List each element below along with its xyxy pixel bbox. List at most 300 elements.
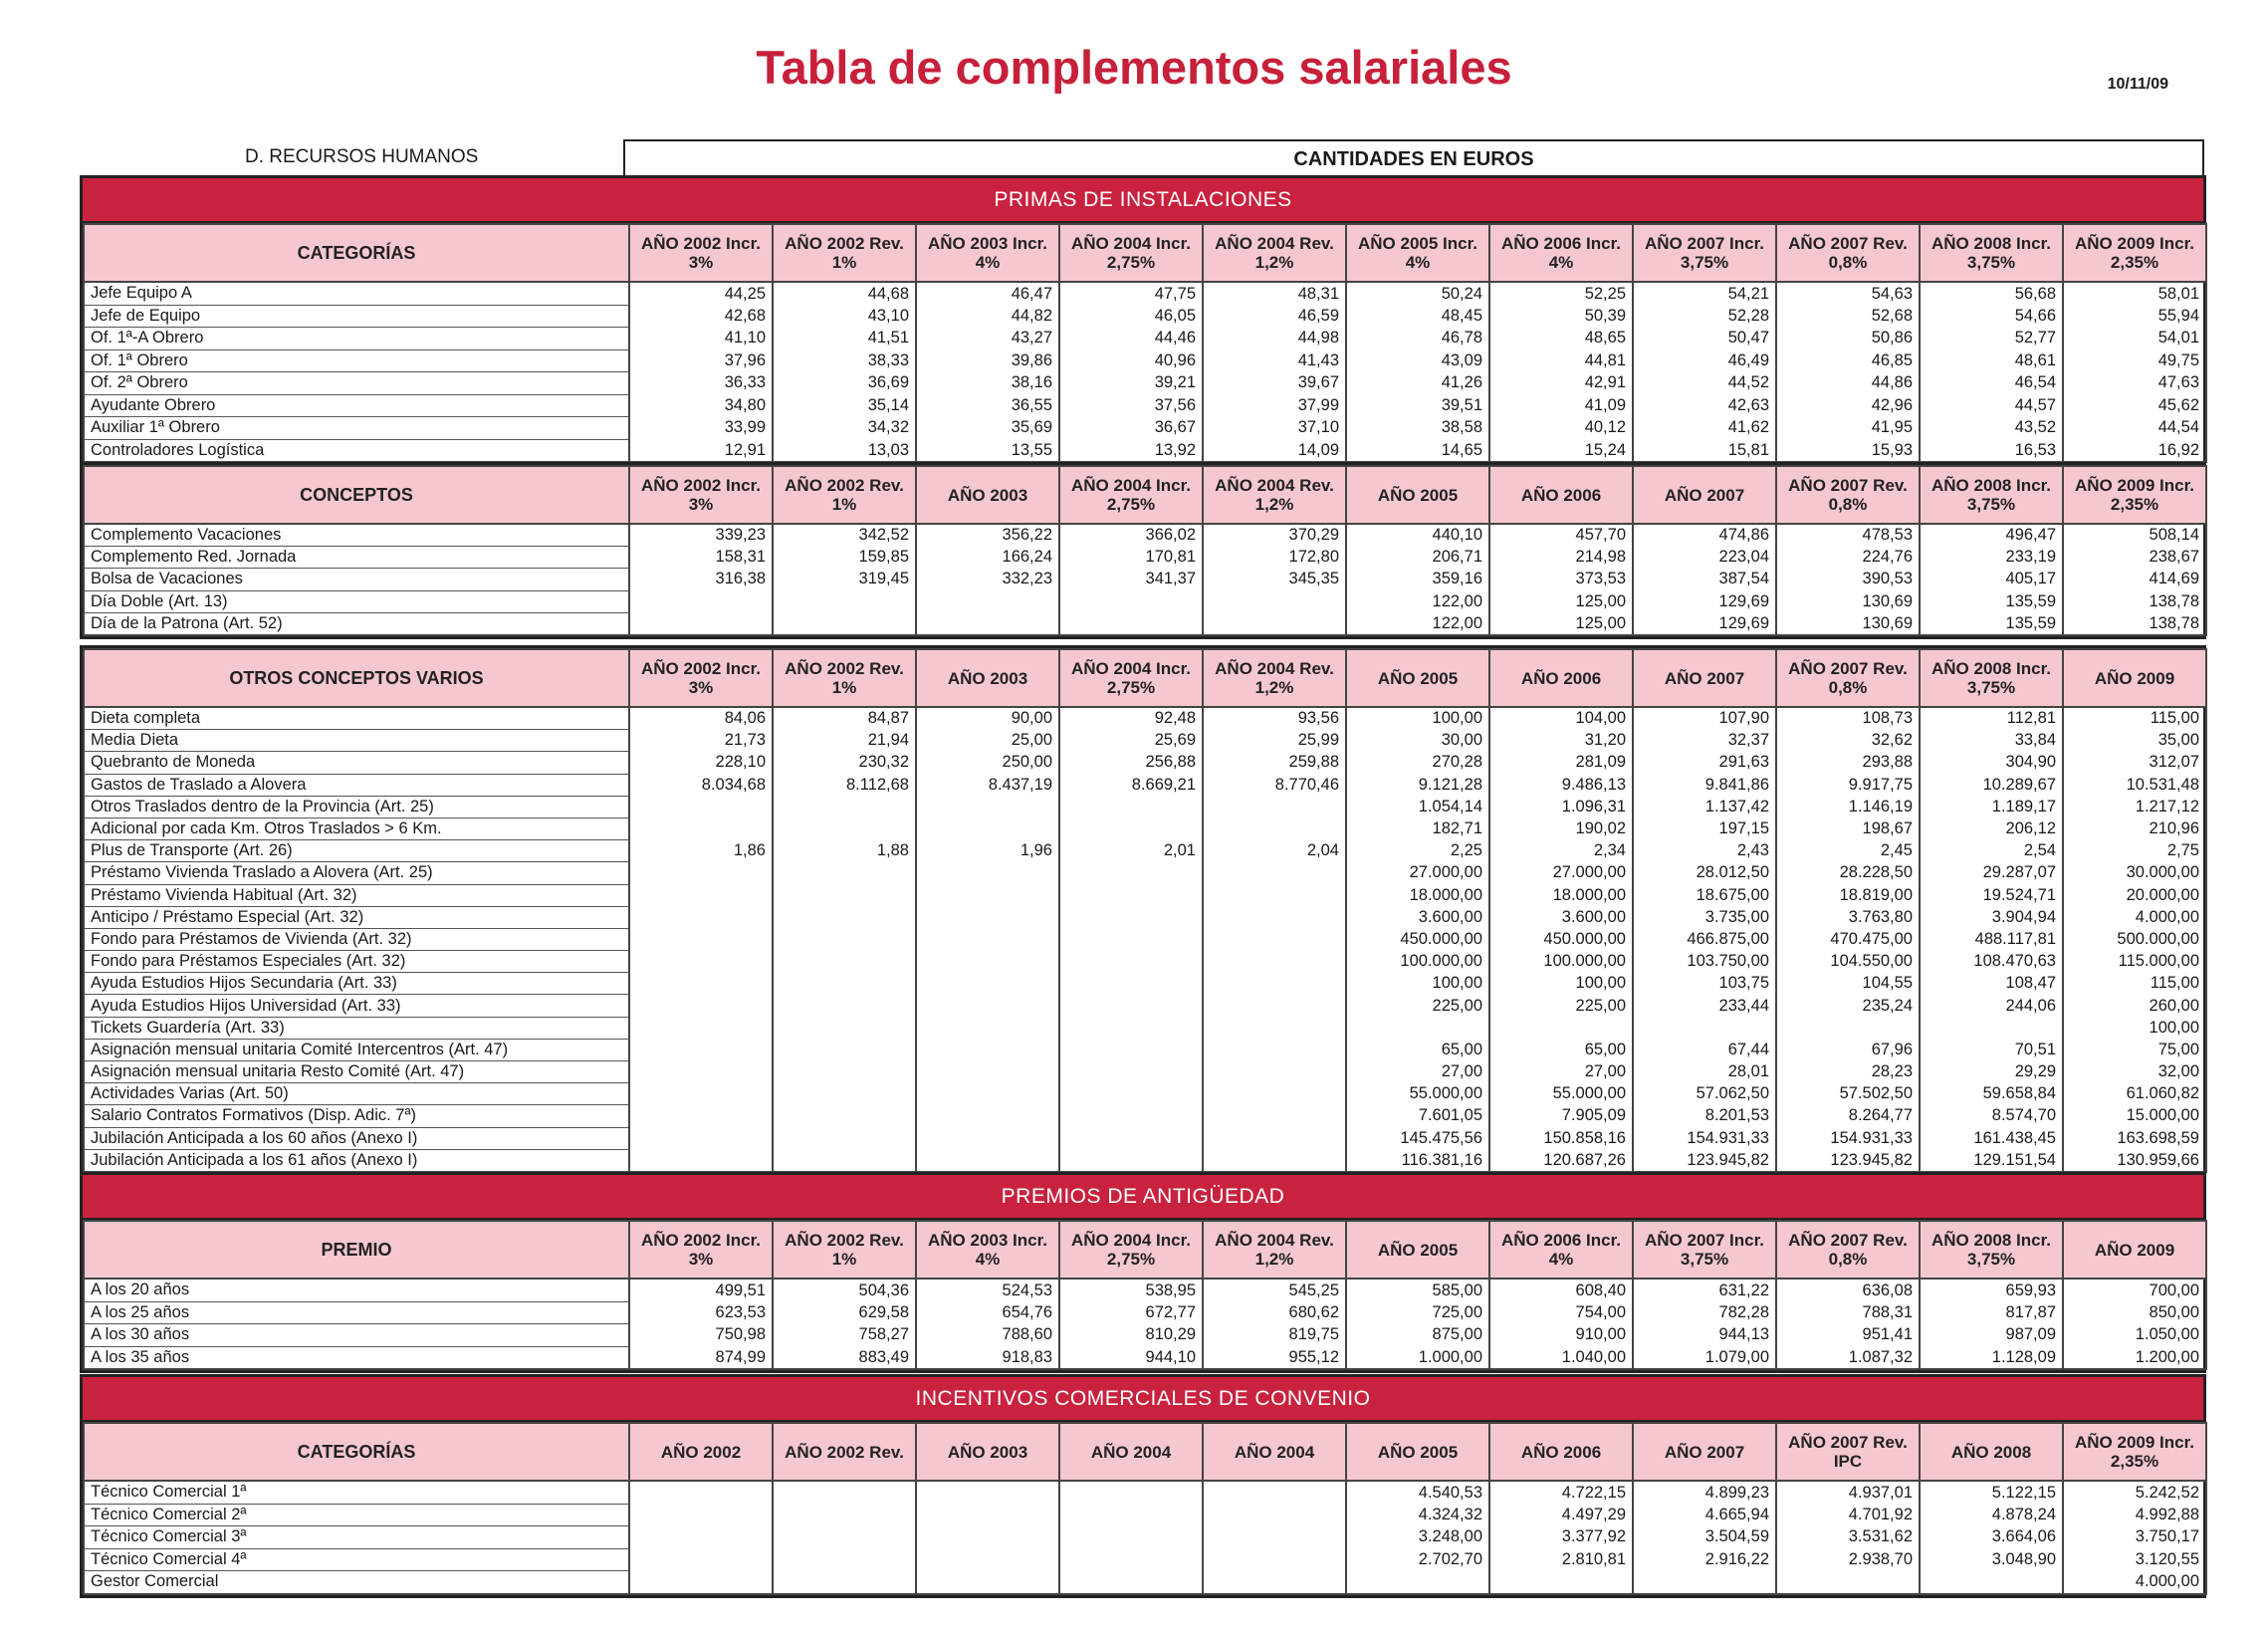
cell-value: [1059, 1127, 1203, 1149]
cell-value: 910,00: [1489, 1324, 1633, 1347]
table-row: [84, 439, 2206, 462]
cell-value: 1.000,00: [1346, 1346, 1489, 1369]
cell-value: [916, 1149, 1059, 1172]
cell-value: 56,68: [1920, 282, 2063, 305]
cell-value: 250,00: [916, 752, 1059, 774]
cell-value: 3.904,94: [1920, 906, 2063, 928]
cell-value: [1059, 590, 1203, 612]
cell-value: 2.810,81: [1489, 1548, 1633, 1571]
cell-value: 238,67: [2063, 547, 2206, 569]
cell-value: 3.120,55: [2063, 1548, 2206, 1571]
cell-value: 21,94: [773, 730, 916, 752]
cell-value: [629, 590, 773, 612]
cell-value: 405,17: [1920, 569, 2063, 590]
cell-value: 244,06: [1920, 995, 2063, 1017]
cell-value: [629, 1504, 773, 1526]
column-header-year: AÑO 2002 Incr. 3%: [629, 224, 773, 282]
table-row: [84, 928, 2206, 950]
cell-value: 4.878,24: [1920, 1504, 2063, 1526]
cell-value: [773, 973, 916, 995]
primas-banner: PRIMAS DE INSTALACIONES: [83, 178, 2203, 223]
cell-value: 291,63: [1633, 752, 1776, 774]
cell-value: 38,33: [773, 350, 916, 372]
row-label: Bolsa de Vacaciones: [84, 569, 629, 590]
table-row: [84, 1039, 2206, 1060]
cell-value: [773, 1083, 916, 1105]
cell-value: [916, 612, 1059, 635]
row-label: Día Doble (Art. 13): [84, 590, 629, 612]
cell-value: [1203, 1017, 1346, 1039]
cell-value: [916, 951, 1059, 973]
conceptos-section: [80, 462, 2206, 639]
cell-value: 123.945,82: [1776, 1149, 1920, 1172]
cell-value: 18.000,00: [1489, 884, 1633, 906]
row-label: Of. 2ª Obrero: [84, 372, 629, 395]
cell-value: 100.000,00: [1489, 951, 1633, 973]
premios-table: [83, 1220, 2207, 1370]
cell-value: [1059, 973, 1203, 995]
cell-value: 37,56: [1059, 394, 1203, 417]
cell-value: 120.687,26: [1489, 1149, 1633, 1172]
cell-value: [1489, 1571, 1633, 1594]
column-header-year: AÑO 2005: [1346, 1423, 1489, 1481]
cell-value: 944,10: [1059, 1346, 1203, 1369]
column-header-year: AÑO 2009 Incr. 2,35%: [2063, 1423, 2206, 1481]
column-header-year: AÑO 2008 Incr. 3,75%: [1920, 224, 2063, 282]
cell-value: 631,22: [1633, 1279, 1776, 1301]
cell-value: 25,69: [1059, 730, 1203, 752]
cell-value: 1.128,09: [1920, 1346, 2063, 1369]
cell-value: 15.000,00: [2063, 1105, 2206, 1127]
cell-value: 488.117,81: [1920, 928, 2063, 950]
cell-value: 1.217,12: [2063, 796, 2206, 817]
cell-value: 36,55: [916, 394, 1059, 417]
cell-value: 944,13: [1633, 1324, 1776, 1347]
cell-value: 43,09: [1346, 350, 1489, 372]
table-row: [84, 1017, 2206, 1039]
cell-value: 44,86: [1776, 372, 1920, 395]
row-label: Técnico Comercial 2ª: [84, 1504, 629, 1526]
cell-value: 37,99: [1203, 394, 1346, 417]
cell-value: [1776, 1017, 1920, 1039]
cell-value: 1.087,32: [1776, 1346, 1920, 1369]
row-label: Préstamo Vivienda Traslado a Alovera (Art. 25): [84, 862, 629, 884]
cell-value: 654,76: [916, 1301, 1059, 1324]
cell-value: [1059, 928, 1203, 950]
cell-value: 875,00: [1346, 1324, 1489, 1347]
cell-value: 7.905,09: [1489, 1105, 1633, 1127]
cell-value: [1059, 995, 1203, 1017]
table-row: [84, 305, 2206, 328]
cell-value: 225,00: [1489, 995, 1633, 1017]
row-label: Jefe de Equipo: [84, 305, 629, 328]
cell-value: 508,14: [2063, 524, 2206, 547]
cell-value: [916, 1039, 1059, 1060]
cell-value: [629, 973, 773, 995]
row-label: Actividades Varias (Art. 50): [84, 1083, 629, 1105]
cell-value: 918,83: [916, 1346, 1059, 1369]
table-row: [84, 417, 2206, 440]
cell-value: 524,53: [916, 1279, 1059, 1301]
cell-value: 52,77: [1920, 328, 2063, 350]
cell-value: 44,68: [773, 282, 916, 305]
header-row: [84, 224, 2206, 282]
cell-value: [1059, 1548, 1203, 1571]
cell-value: [1059, 862, 1203, 884]
cell-value: 319,45: [773, 569, 916, 590]
cell-value: [916, 884, 1059, 906]
cell-value: [916, 1127, 1059, 1149]
column-header-year: AÑO 2002 Incr. 3%: [629, 1221, 773, 1279]
cell-value: 19.524,71: [1920, 884, 2063, 906]
cell-value: [1346, 1017, 1489, 1039]
column-header-year: AÑO 2003: [916, 649, 1059, 707]
cell-value: 47,63: [2063, 372, 2206, 395]
table-row: [84, 1571, 2206, 1594]
table-row: [84, 1504, 2206, 1526]
cell-value: 108,73: [1776, 707, 1920, 730]
cell-value: 84,06: [629, 707, 773, 730]
cell-value: 206,12: [1920, 817, 2063, 839]
cell-value: 21,73: [629, 730, 773, 752]
cell-value: [1920, 1571, 2063, 1594]
cell-value: 48,65: [1489, 328, 1633, 350]
cell-value: 45,62: [2063, 394, 2206, 417]
table-row: [84, 569, 2206, 590]
cell-value: 39,21: [1059, 372, 1203, 395]
table-row: [84, 1127, 2206, 1149]
cell-value: 850,00: [2063, 1301, 2206, 1324]
cell-value: [773, 1504, 916, 1526]
cell-value: 100,00: [1489, 973, 1633, 995]
cell-value: 112,81: [1920, 707, 2063, 730]
cell-value: 316,38: [629, 569, 773, 590]
cell-value: 36,33: [629, 372, 773, 395]
cell-value: 115,00: [2063, 973, 2206, 995]
cell-value: [773, 796, 916, 817]
table-row: [84, 1061, 2206, 1083]
cell-value: 46,47: [916, 282, 1059, 305]
cell-value: 65,00: [1346, 1039, 1489, 1060]
cell-value: [773, 1481, 916, 1504]
cell-value: [629, 862, 773, 884]
cell-value: [773, 1105, 916, 1127]
cell-value: [916, 817, 1059, 839]
column-header-year: AÑO 2004 Incr. 2,75%: [1059, 1221, 1203, 1279]
cell-value: 35,69: [916, 417, 1059, 440]
column-header-year: AÑO 2005 Incr. 4%: [1346, 224, 1489, 282]
cell-value: 28,01: [1633, 1061, 1776, 1083]
cell-value: 100,00: [1346, 973, 1489, 995]
cell-value: 40,12: [1489, 417, 1633, 440]
cell-value: 125,00: [1489, 590, 1633, 612]
cell-value: 55.000,00: [1489, 1083, 1633, 1105]
cell-value: [773, 817, 916, 839]
column-header-year: AÑO 2007: [1633, 466, 1776, 524]
cell-value: [629, 1481, 773, 1504]
cell-value: 52,68: [1776, 305, 1920, 328]
column-header-year: AÑO 2003: [916, 466, 1059, 524]
cell-value: [916, 1017, 1059, 1039]
cell-value: [1203, 973, 1346, 995]
cell-value: 608,40: [1489, 1279, 1633, 1301]
column-header-year: AÑO 2004 Incr. 2,75%: [1059, 224, 1203, 282]
cell-value: 2,54: [1920, 840, 2063, 862]
cell-value: 8.034,68: [629, 774, 773, 796]
row-label: Auxiliar 1ª Obrero: [84, 417, 629, 440]
cell-value: 135,59: [1920, 612, 2063, 635]
cell-value: 84,87: [773, 707, 916, 730]
cell-value: 154.931,33: [1633, 1127, 1776, 1149]
cell-value: [629, 1083, 773, 1105]
cell-value: 214,98: [1489, 547, 1633, 569]
cell-value: 27.000,00: [1489, 862, 1633, 884]
cell-value: 30,00: [1346, 730, 1489, 752]
column-header-year: AÑO 2008 Incr. 3,75%: [1920, 1221, 2063, 1279]
column-header-year: AÑO 2008: [1920, 1423, 2063, 1481]
cell-value: 129,69: [1633, 590, 1776, 612]
cell-value: [1346, 1571, 1489, 1594]
table-row: [84, 862, 2206, 884]
cell-value: 304,90: [1920, 752, 2063, 774]
cell-value: [916, 995, 1059, 1017]
cell-value: 5.242,52: [2063, 1481, 2206, 1504]
cell-value: 4.324,32: [1346, 1504, 1489, 1526]
row-label: Media Dieta: [84, 730, 629, 752]
cell-value: 54,01: [2063, 328, 2206, 350]
cell-value: 1.079,00: [1633, 1346, 1776, 1369]
cell-value: 100,00: [1346, 707, 1489, 730]
cell-value: 115.000,00: [2063, 951, 2206, 973]
incentivos-section: [80, 1374, 2206, 1598]
cell-value: 43,27: [916, 328, 1059, 350]
cell-value: [916, 1548, 1059, 1571]
cell-value: 135,59: [1920, 590, 2063, 612]
cell-value: 150.858,16: [1489, 1127, 1633, 1149]
cell-value: [629, 995, 773, 1017]
cell-value: 14,65: [1346, 439, 1489, 462]
column-header-label: CONCEPTOS: [84, 466, 629, 524]
cell-value: 29,29: [1920, 1061, 2063, 1083]
cell-value: [916, 796, 1059, 817]
cell-value: [1059, 1061, 1203, 1083]
column-header-year: AÑO 2004 Incr. 2,75%: [1059, 649, 1203, 707]
cell-value: 342,52: [773, 524, 916, 547]
table-row: [84, 350, 2206, 372]
column-header-label: CATEGORÍAS: [84, 1423, 629, 1481]
cell-value: 233,44: [1633, 995, 1776, 1017]
cell-value: [773, 1548, 916, 1571]
cell-value: [629, 1149, 773, 1172]
cell-value: [1059, 612, 1203, 635]
cell-value: [1203, 995, 1346, 1017]
cell-value: [629, 1127, 773, 1149]
cell-value: 41,51: [773, 328, 916, 350]
cell-value: [629, 928, 773, 950]
cell-value: [773, 1039, 916, 1060]
column-header-year: AÑO 2007 Rev. 0,8%: [1776, 224, 1920, 282]
column-header-year: AÑO 2007 Incr. 3,75%: [1633, 1221, 1776, 1279]
cell-value: 48,61: [1920, 350, 2063, 372]
column-header-year: AÑO 2002 Incr. 3%: [629, 466, 773, 524]
cell-value: [916, 973, 1059, 995]
cell-value: 41,43: [1203, 350, 1346, 372]
cell-value: 1,96: [916, 840, 1059, 862]
cell-value: 1,88: [773, 840, 916, 862]
cell-value: 55.000,00: [1346, 1083, 1489, 1105]
cell-value: 281,09: [1489, 752, 1633, 774]
cell-value: 52,25: [1489, 282, 1633, 305]
cell-value: 256,88: [1059, 752, 1203, 774]
cell-value: 32,00: [2063, 1061, 2206, 1083]
cell-value: 15,93: [1776, 439, 1920, 462]
cell-value: 8.264,77: [1776, 1105, 1920, 1127]
cell-value: 159,85: [773, 547, 916, 569]
cell-value: [916, 1504, 1059, 1526]
cell-value: [1203, 1083, 1346, 1105]
cell-value: 40,96: [1059, 350, 1203, 372]
cell-value: 67,44: [1633, 1039, 1776, 1060]
cell-value: 31,20: [1489, 730, 1633, 752]
cell-value: [916, 1571, 1059, 1594]
cell-value: 130.959,66: [2063, 1149, 2206, 1172]
cell-value: [1203, 612, 1346, 635]
table-row: [84, 906, 2206, 928]
column-header-label: OTROS CONCEPTOS VARIOS: [84, 649, 629, 707]
cell-value: 504,36: [773, 1279, 916, 1301]
cell-value: 104.550,00: [1776, 951, 1920, 973]
premios-banner: PREMIOS DE ANTIGÜEDAD: [83, 1175, 2203, 1220]
cell-value: 3.248,00: [1346, 1526, 1489, 1549]
cell-value: 129,69: [1633, 612, 1776, 635]
cell-value: [1059, 1149, 1203, 1172]
cell-value: 18.819,00: [1776, 884, 1920, 906]
cell-value: 65,00: [1489, 1039, 1633, 1060]
table-row: [84, 328, 2206, 350]
cell-value: 1.040,00: [1489, 1346, 1633, 1369]
cell-value: 470.475,00: [1776, 928, 1920, 950]
cell-value: [1059, 951, 1203, 973]
cell-value: 390,53: [1776, 569, 1920, 590]
cell-value: 16,92: [2063, 439, 2206, 462]
cell-value: 33,99: [629, 417, 773, 440]
cell-value: 44,82: [916, 305, 1059, 328]
cell-value: 39,67: [1203, 372, 1346, 395]
row-label: A los 25 años: [84, 1301, 629, 1324]
cell-value: 27,00: [1489, 1061, 1633, 1083]
cell-value: [1203, 1061, 1346, 1083]
column-header-year: AÑO 2009 Incr. 2,35%: [2063, 224, 2206, 282]
cell-value: 466.875,00: [1633, 928, 1776, 950]
cell-value: 12,91: [629, 439, 773, 462]
cell-value: [1203, 1481, 1346, 1504]
cell-value: [773, 1149, 916, 1172]
cell-value: 8.112,68: [773, 774, 916, 796]
cell-value: 28,23: [1776, 1061, 1920, 1083]
cell-value: 18.000,00: [1346, 884, 1489, 906]
cell-value: [629, 796, 773, 817]
column-header-year: AÑO 2004: [1059, 1423, 1203, 1481]
cell-value: 680,62: [1203, 1301, 1346, 1324]
cell-value: 359,16: [1346, 569, 1489, 590]
cell-value: [1203, 590, 1346, 612]
column-header-year: AÑO 2007 Rev. IPC: [1776, 1423, 1920, 1481]
table-row: [84, 884, 2206, 906]
cell-value: 161.438,45: [1920, 1127, 2063, 1149]
cell-value: 57.062,50: [1633, 1083, 1776, 1105]
cell-value: [1059, 1105, 1203, 1127]
cell-value: [629, 1526, 773, 1549]
cell-value: 3.735,00: [1633, 906, 1776, 928]
row-label: Controladores Logística: [84, 439, 629, 462]
cell-value: 104,00: [1489, 707, 1633, 730]
column-header-year: AÑO 2007 Rev. 0,8%: [1776, 649, 1920, 707]
table-row: [84, 590, 2206, 612]
column-header-label: CATEGORÍAS: [84, 224, 629, 282]
cell-value: 46,49: [1633, 350, 1776, 372]
cell-value: 15,81: [1633, 439, 1776, 462]
cell-value: 50,24: [1346, 282, 1489, 305]
primas-section: [80, 175, 2206, 466]
cell-value: 312,07: [2063, 752, 2206, 774]
cell-value: 93,56: [1203, 707, 1346, 730]
cell-value: 233,19: [1920, 547, 2063, 569]
header-row: [84, 1221, 2206, 1279]
column-header-year: AÑO 2005: [1346, 466, 1489, 524]
cell-value: 15,24: [1489, 439, 1633, 462]
cell-value: 225,00: [1346, 995, 1489, 1017]
row-label: Gastos de Traslado a Alovera: [84, 774, 629, 796]
cell-value: [916, 1481, 1059, 1504]
cell-value: 4.497,29: [1489, 1504, 1633, 1526]
cell-value: 259,88: [1203, 752, 1346, 774]
cell-value: 8.437,19: [916, 774, 1059, 796]
cell-value: 41,09: [1489, 394, 1633, 417]
cell-value: 754,00: [1489, 1301, 1633, 1324]
cell-value: 28.012,50: [1633, 862, 1776, 884]
column-header-year: AÑO 2008 Incr. 3,75%: [1920, 649, 2063, 707]
row-label: Salario Contratos Formativos (Disp. Adic. 7ª): [84, 1105, 629, 1127]
column-header-year: AÑO 2007 Incr. 3,75%: [1633, 224, 1776, 282]
cell-value: [773, 862, 916, 884]
cell-value: 13,92: [1059, 439, 1203, 462]
cell-value: 47,75: [1059, 282, 1203, 305]
table-row: [84, 1324, 2206, 1347]
cell-value: [1203, 817, 1346, 839]
row-label: Asignación mensual unitaria Resto Comité (Art. 47): [84, 1061, 629, 1083]
header-row: [84, 466, 2206, 524]
cell-value: [1203, 1504, 1346, 1526]
column-header-year: AÑO 2002 Incr. 3%: [629, 649, 773, 707]
column-header-year: AÑO 2003: [916, 1423, 1059, 1481]
cell-value: [1059, 1083, 1203, 1105]
cell-value: 104,55: [1776, 973, 1920, 995]
cell-value: 8.201,53: [1633, 1105, 1776, 1127]
cell-value: [1059, 1504, 1203, 1526]
cell-value: 25,99: [1203, 730, 1346, 752]
table-row: [84, 1105, 2206, 1127]
cell-value: [773, 951, 916, 973]
row-label: Jubilación Anticipada a los 60 años (Anexo I): [84, 1127, 629, 1149]
column-header-year: AÑO 2008 Incr. 3,75%: [1920, 466, 2063, 524]
cell-value: 8.574,70: [1920, 1105, 2063, 1127]
cell-value: 41,62: [1633, 417, 1776, 440]
cell-value: [916, 1083, 1059, 1105]
row-label: Tickets Guardería (Art. 33): [84, 1017, 629, 1039]
cell-value: 129.151,54: [1920, 1149, 2063, 1172]
table-row: [84, 282, 2206, 305]
cell-value: 27.000,00: [1346, 862, 1489, 884]
